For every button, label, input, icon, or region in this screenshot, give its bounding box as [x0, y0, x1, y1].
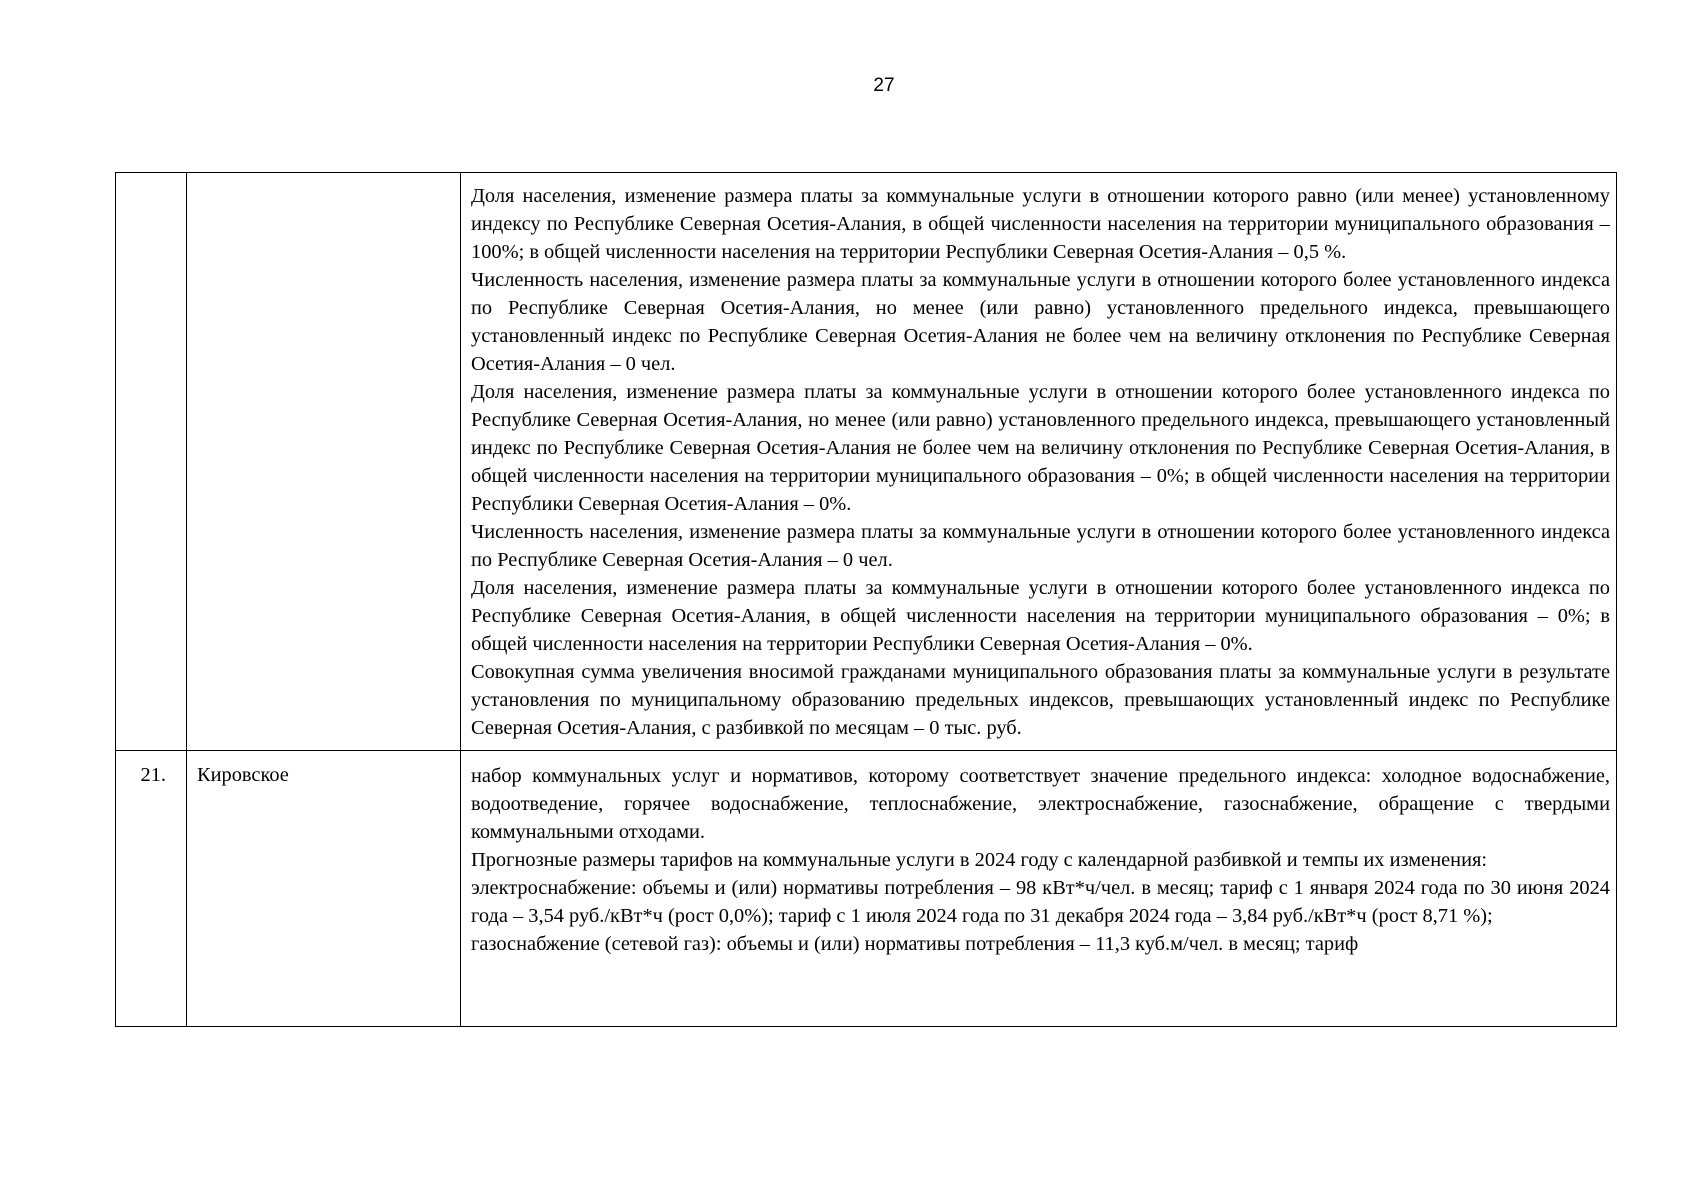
paragraph-count-above-index: Численность населения, изменение размера платы за коммунальные услуги в отношении которого более установленного индекса по Республике Северная Осетия-Алания – 0 чел. — [471, 521, 1610, 571]
description-cell — [461, 173, 1617, 751]
paragraph-services-set: набор коммунальных услуг и нормативов, которому соответствует значение предельного индекса: холодное водоснабжение, водоотведение, горячее водоснабжение, теплоснабжение, электроснабжение, газоснабжение, обращение с твердыми коммунальными отходами. — [471, 765, 1610, 843]
indices-table — [115, 172, 1617, 1027]
municipality-cell: Кировское — [187, 751, 461, 1027]
paragraph-tariff-forecast: Прогнозные размеры тарифов на коммунальные услуги в 2024 году с календарной разбивкой и темпы их изменения: — [471, 849, 1488, 871]
table-row — [116, 751, 1617, 1027]
paragraph-share-within-index: Доля населения, изменение размера платы за коммунальные услуги в отношении которого равно (или менее) установленному индексу по Республике Северная Осетия-Алания, в общей численности населения на территории муниципального образования – 100%; в общей численности населения на территории Республики Северная Осетия-Алания – 0,5 %. — [471, 185, 1610, 263]
paragraph-total-increase: Совокупная сумма увеличения вносимой гражданами муниципального образования платы за коммунальные услуги в результате установления по муниципальному образованию предельных индексов, превышающих установленный индекс по Республике Северная Осетия-Алания, с разбивкой по месяцам – 0 тыс. руб. — [471, 661, 1610, 739]
table-row — [116, 173, 1617, 751]
page-number: 27 — [873, 75, 895, 96]
paragraph-electricity: электроснабжение: объемы и (или) нормативы потребления – 98 кВт*ч/чел. в месяц; тариф с 1 января 2024 года по 30 июня 2024 года – 3,54 руб./кВт*ч (рост 0,0%); тариф с 1 июля 2024 года по 31 декабря 2024 года – 3,84 руб./кВт*ч (рост 8,71 %); — [471, 877, 1610, 927]
row-number-cell: 21. — [116, 751, 187, 1027]
description-cell — [461, 751, 1617, 1027]
municipality-cell — [187, 173, 461, 751]
paragraph-share-within-limit: Доля населения, изменение размера платы за коммунальные услуги в отношении которого более установленного индекса по Республике Северная Осетия-Алания, но менее (или равно) установленного предельного индекса, превышающего установленный индекс по Республике Северная Осетия-Алания не более чем на величину отклонения по Республике Северная Осетия-Алания, в общей численности населения на территории муниципального образования – 0%; в общей численности населения на территории Республики Северная Осетия-Алания – 0%. — [471, 381, 1610, 515]
paragraph-gas: газоснабжение (сетевой газ): объемы и (или) нормативы потребления – 11,3 куб.м/чел. в месяц; тариф — [471, 933, 1359, 955]
row-number-cell — [116, 173, 187, 751]
paragraph-count-within-limit: Численность населения, изменение размера платы за коммунальные услуги в отношении которого более установленного индекса по Республике Северная Осетия-Алания, но менее (или равно) установленного предельного индекса, превышающего установленный индекс по Республике Северная Осетия-Алания не более чем на величину отклонения по Республике Северная Осетия-Алания – 0 чел. — [471, 269, 1610, 375]
paragraph-share-above-index: Доля населения, изменение размера платы за коммунальные услуги в отношении которого более установленного индекса по Республике Северная Осетия-Алания, в общей численности населения на территории муниципального образования – 0%; в общей численности населения на территории Республики Северная Осетия-Алания – 0%. — [471, 577, 1610, 655]
